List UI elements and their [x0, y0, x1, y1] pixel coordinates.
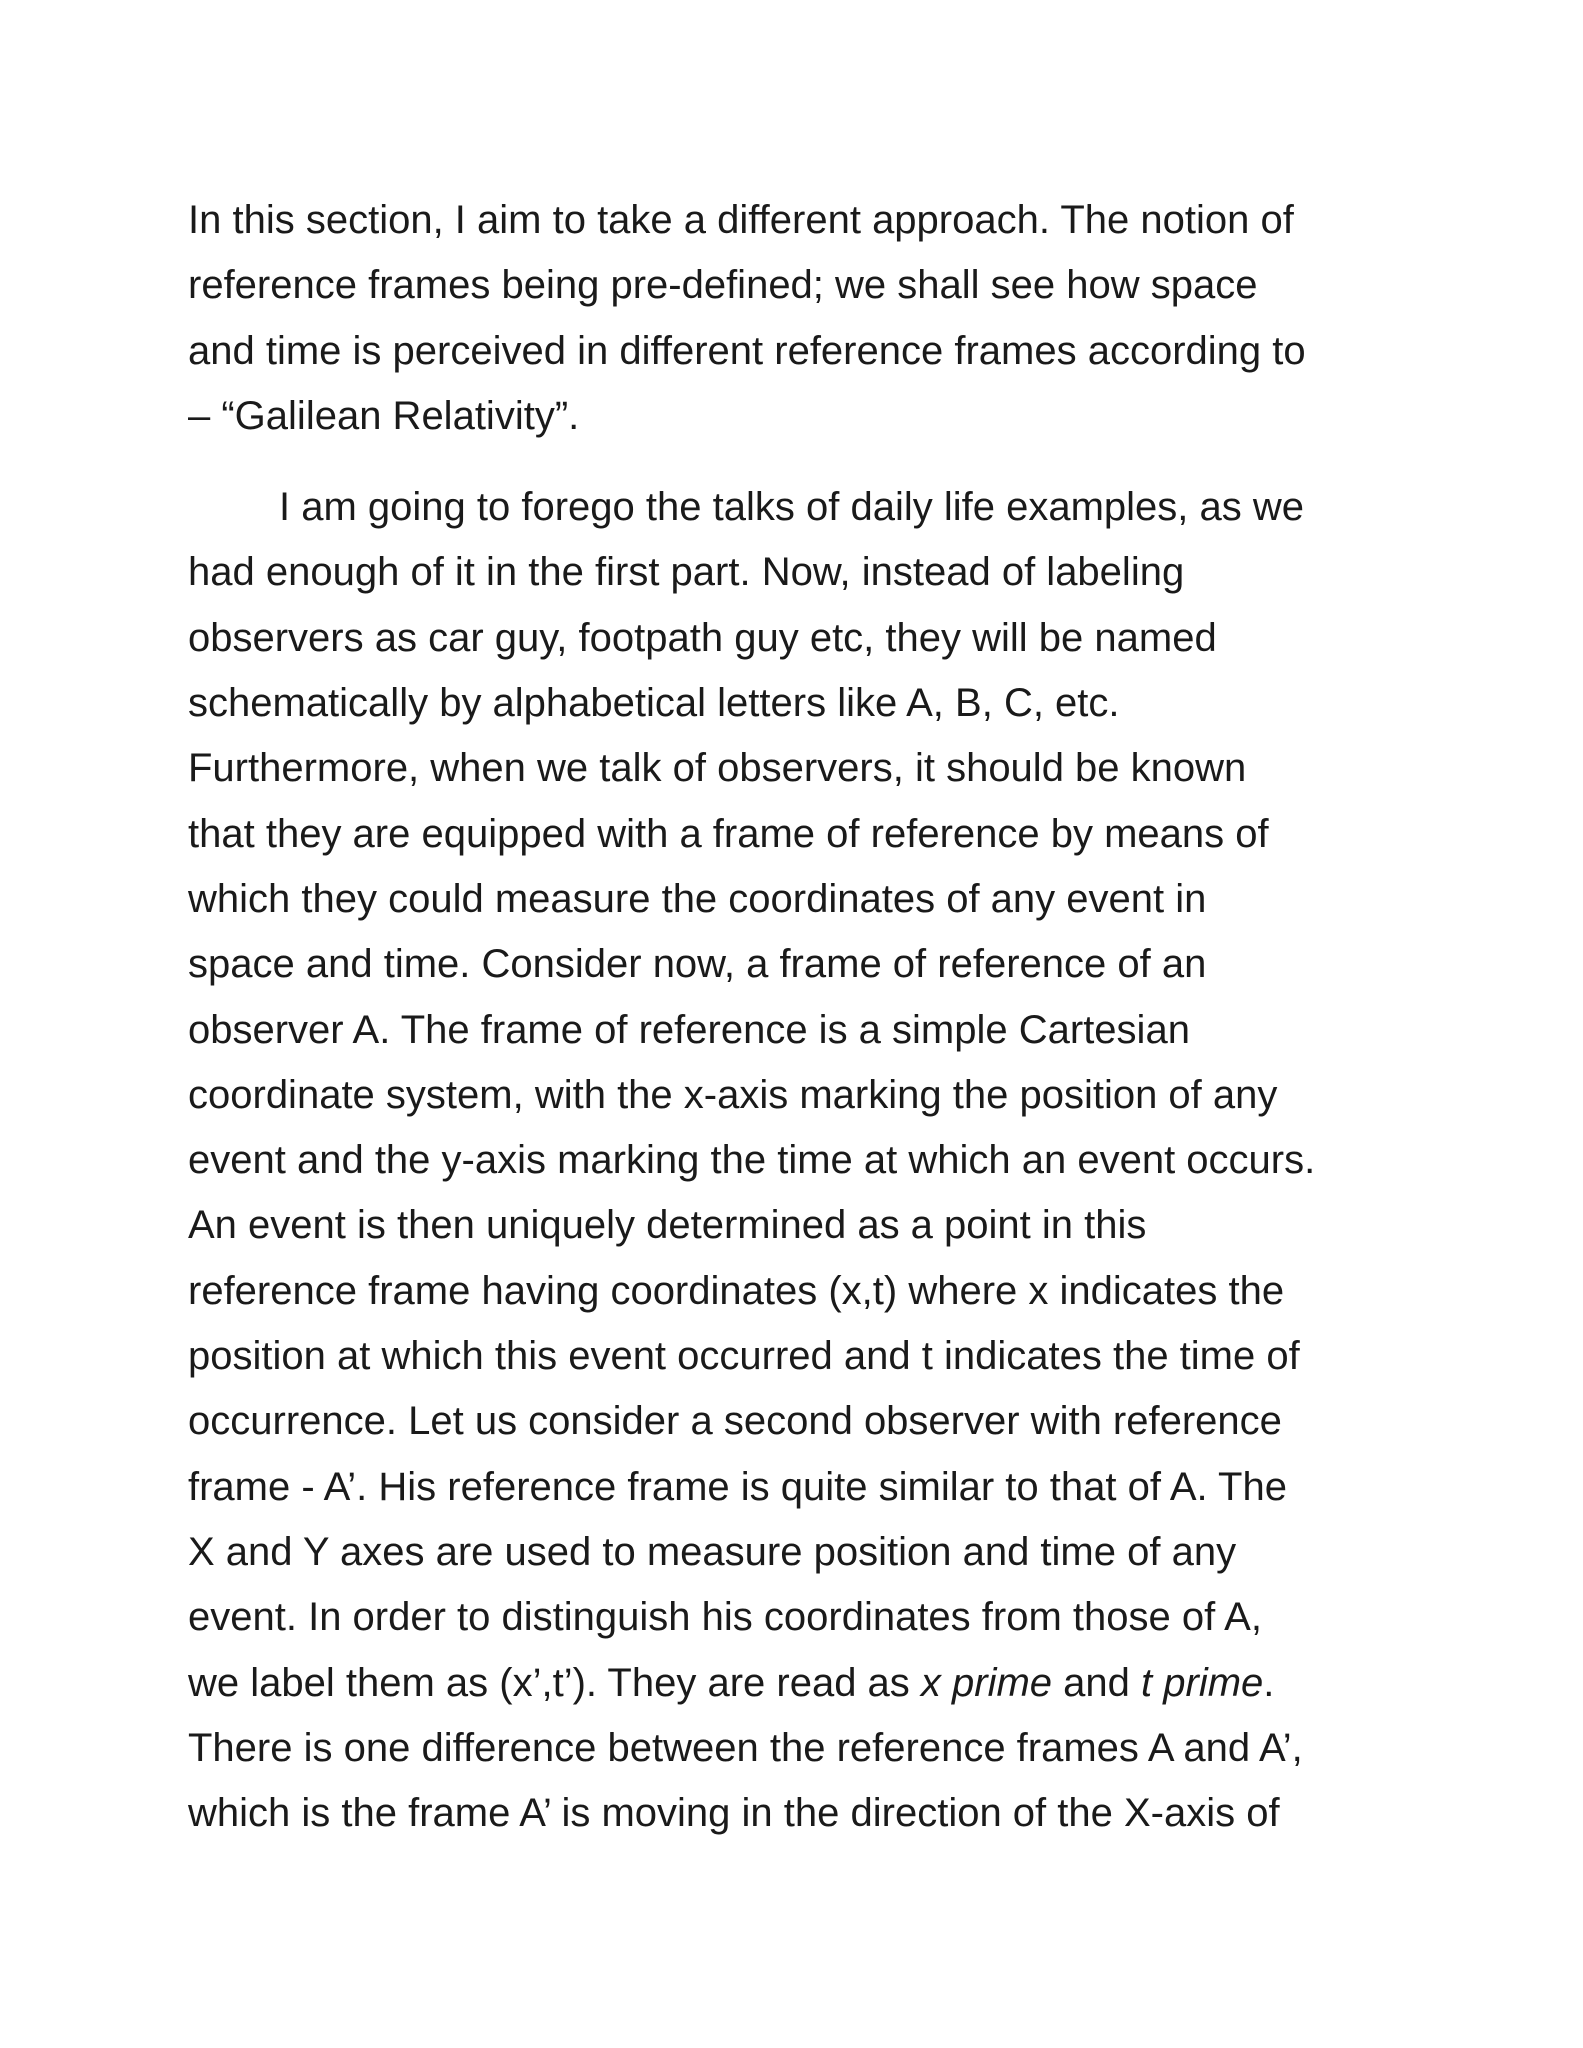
text-line: event. In order to distinguish his coordinates from those of A, — [188, 1595, 1262, 1640]
text-line: observers as car guy, footpath guy etc, they will be named — [188, 615, 1217, 660]
text-line: reference frame having coordinates (x,t) where x indicates the — [188, 1268, 1285, 1313]
paragraph-observers — [188, 475, 1428, 1846]
text-segment: we label them as (x’,t’). They are read as — [188, 1660, 921, 1705]
text-line: event and the y-axis marking the time at which an event occurs. — [188, 1138, 1316, 1183]
text-line: which is the frame A’ is moving in the direction of the X-axis of — [188, 1791, 1280, 1836]
text-line: – “Galilean Relativity”. — [188, 393, 580, 438]
text-line: reference frames being pre-defined; we shall see how space — [188, 263, 1258, 308]
text-line: coordinate system, with the x-axis marking the position of any — [188, 1072, 1278, 1117]
paragraph-intro — [188, 188, 1428, 449]
italic-x-prime: x prime — [920, 1660, 1053, 1705]
text-line: In this section, I aim to take a different approach. The notion of — [188, 198, 1294, 242]
text-line: An event is then uniquely determined as a point in this — [188, 1203, 1147, 1248]
body-text — [188, 188, 1428, 1846]
text-line: space and time. Consider now, a frame of reference of an — [188, 942, 1207, 987]
text-line: occurrence. Let us consider a second observer with reference — [188, 1399, 1282, 1444]
text-line: X and Y axes are used to measure position and time of any — [188, 1529, 1237, 1574]
text-line: I am going to forego the talks of daily life examples, as we — [279, 485, 1304, 530]
text-line: that they are equipped with a frame of reference by means of — [188, 811, 1269, 856]
text-line: which they could measure the coordinates of any event in — [188, 876, 1207, 921]
text-line: schematically by alphabetical letters like A, B, C, etc. — [188, 681, 1120, 726]
text-line: and time is perceived in different reference frames according to — [188, 328, 1306, 373]
text-segment: and — [1052, 1660, 1142, 1705]
italic-t-prime: t prime — [1141, 1660, 1264, 1705]
text-segment: . — [1263, 1660, 1275, 1705]
text-line: Furthermore, when we talk of observers, it should be known — [188, 746, 1247, 791]
text-line: position at which this event occurred and t indicates the time of — [188, 1334, 1300, 1379]
text-line: frame - A’. His reference frame is quite similar to that of A. The — [188, 1464, 1287, 1509]
text-line: There is one difference between the reference frames A and A’, — [188, 1725, 1303, 1770]
text-line-prime-notation — [188, 1651, 1428, 1716]
paragraph-spacer — [188, 449, 1428, 475]
text-line: had enough of it in the first part. Now, instead of labeling — [188, 550, 1185, 595]
text-line: observer A. The frame of reference is a simple Cartesian — [188, 1007, 1190, 1052]
